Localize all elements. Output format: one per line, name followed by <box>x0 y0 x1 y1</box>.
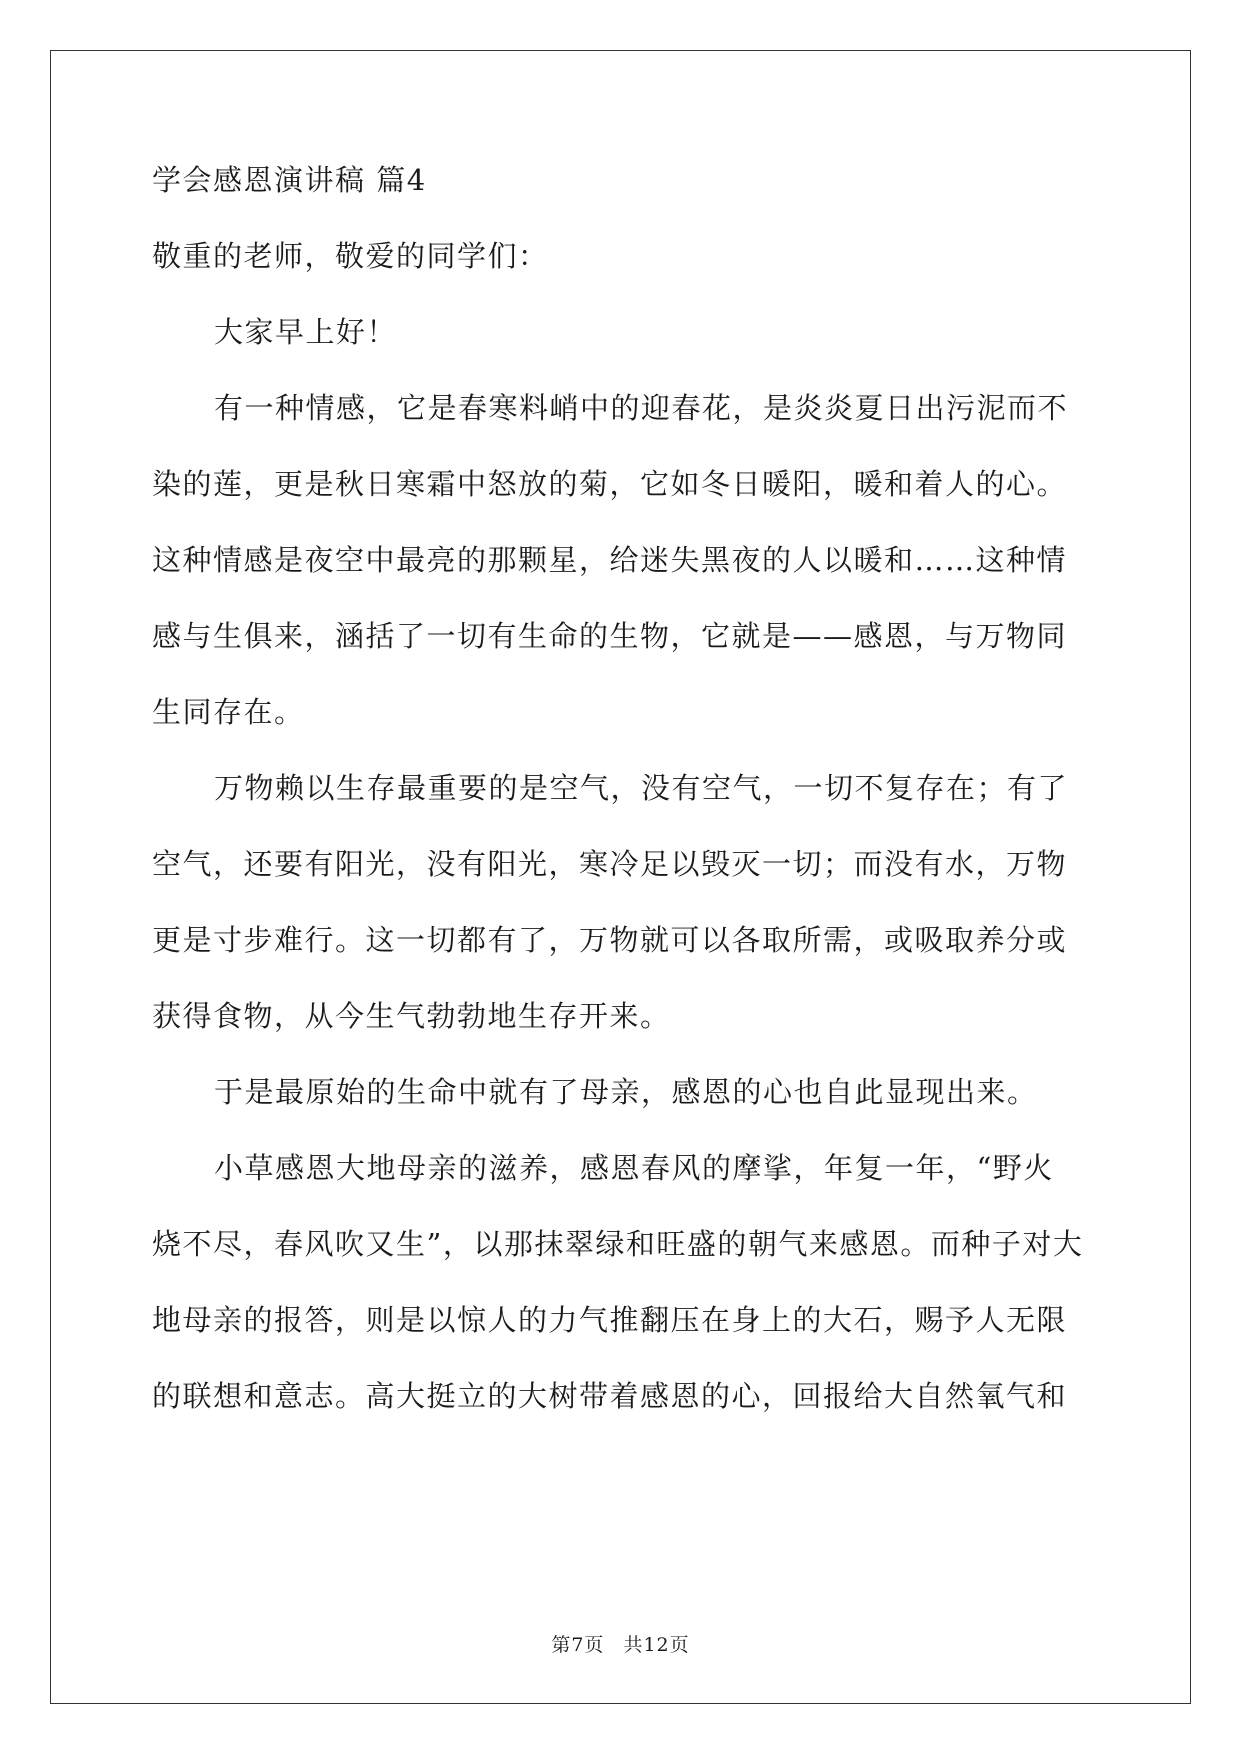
page-footer <box>0 1630 1241 1657</box>
paragraph-line: 万物赖以生存最重要的是空气，没有空气，一切不复存在；有了 <box>214 771 1069 805</box>
page-total: 共12页 <box>623 1634 690 1656</box>
paragraph-line: 烧不尽，春风吹又生”，以那抹翠绿和旺盛的朝气来感恩。而种子对大 <box>152 1227 1084 1261</box>
paragraph-line: 更是寸步难行。这一切都有了，万物就可以各取所需，或吸取养分或 <box>152 923 1068 957</box>
document-title: 学会感恩演讲稿 篇4 <box>152 163 427 197</box>
paragraph-line: 大家早上好！ <box>214 315 398 349</box>
salutation-block <box>152 236 1092 276</box>
document-body <box>152 160 1092 1452</box>
paragraph-emotion <box>152 388 1092 732</box>
paragraph-line: 生同存在。 <box>152 695 305 729</box>
paragraph-line: 有一种情感，它是春寒料峭中的迎春花，是炎炎夏日出污泥而不 <box>214 391 1069 425</box>
paragraph-line: 小草感恩大地母亲的滋养，感恩春风的摩挲，年复一年，“野火 <box>214 1151 1054 1185</box>
paragraph-line: 空气，还要有阳光，没有阳光，寒冷足以毁灭一切；而没有水，万物 <box>152 847 1068 881</box>
paragraph-line: 于是最原始的生命中就有了母亲，感恩的心也自此显现出来。 <box>214 1075 1038 1109</box>
paragraph-mother <box>152 1072 1092 1112</box>
paragraph-air-sun-water <box>152 768 1092 1036</box>
paragraph-line: 地母亲的报答，则是以惊人的力气推翻压在身上的大石，赐予人无限 <box>152 1303 1068 1337</box>
paragraph-grass-seed-tree <box>152 1148 1092 1416</box>
paragraph-line: 染的莲，更是秋日寒霜中怒放的菊，它如冬日暖阳，暖和着人的心。 <box>152 467 1068 501</box>
paragraph-line: 获得食物，从今生气勃勃地生存开来。 <box>152 999 671 1033</box>
page-number: 第7页 <box>551 1634 605 1656</box>
paragraph-line: 这种情感是夜空中最亮的那颗星，给迷失黑夜的人以暖和……这种情 <box>152 543 1068 577</box>
document-title-block <box>152 160 1092 200</box>
paragraph-greeting <box>152 312 1092 352</box>
paragraph-line: 感与生俱来，涵括了一切有生命的生物，它就是——感恩，与万物同 <box>152 619 1068 653</box>
salutation: 敬重的老师，敬爱的同学们： <box>152 239 549 273</box>
paragraph-line: 的联想和意志。高大挺立的大树带着感恩的心，回报给大自然氧气和 <box>152 1379 1068 1413</box>
